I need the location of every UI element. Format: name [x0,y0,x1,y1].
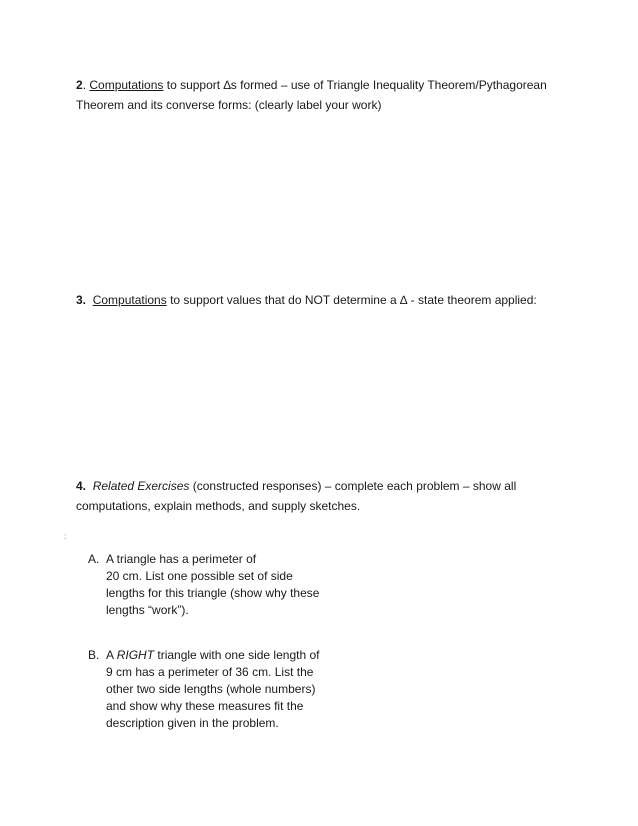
question-4 [76,476,566,516]
question-2-keyword: Computations [89,78,164,92]
question-3-keyword: Computations [92,293,167,307]
question-4-number: 4. [76,479,87,493]
question-3-number: 3. [76,293,87,307]
exercise-a-letter: A. [88,552,100,566]
exercise-b-line1-rest: triangle with one side length of [154,648,320,662]
exercise-a-line1: A triangle has a perimeter of [106,552,257,566]
exercise-b-letter: B. [88,648,100,662]
question-2-text-b: s formed – use of Triangle Inequality Theorem/Pythagorean Theorem and its converse forms: (clearly label your work) [76,78,547,112]
question-4-text: (constructed responses) – complete each problem – show all computations, explain methods, and supply sketches. [76,479,517,513]
question-2-separator: . [82,78,90,92]
question-3-text-b: - state theorem applied: [407,293,537,307]
question-2-number: 2 [76,78,83,92]
question-2-text-a: to support [163,78,224,92]
exercise-b-pre: A [106,648,117,662]
question-2 [76,75,566,115]
delta-symbol: ∆ [223,78,231,92]
question-3-text-a: to support values that do NOT determine a [166,293,400,307]
exercise-b [88,647,328,732]
exercise-b-emphasis: RIGHT [116,648,155,662]
delta-symbol: ∆ [399,293,408,307]
question-4-keyword: Related Exercises [92,479,190,493]
exercise-a [88,551,328,619]
exercise-a-text: 20 cm. List one possible set of side lengths for this triangle (show why these lengths “work”). [106,569,320,617]
exercise-b-text: 9 cm has a perimeter of 36 cm. List the other two side lengths (whole numbers) and show why these measures fit the description given in the problem. [106,665,316,730]
question-3 [76,290,566,310]
exercise-b-line1 [106,647,328,664]
stray-mark: : [64,532,67,541]
